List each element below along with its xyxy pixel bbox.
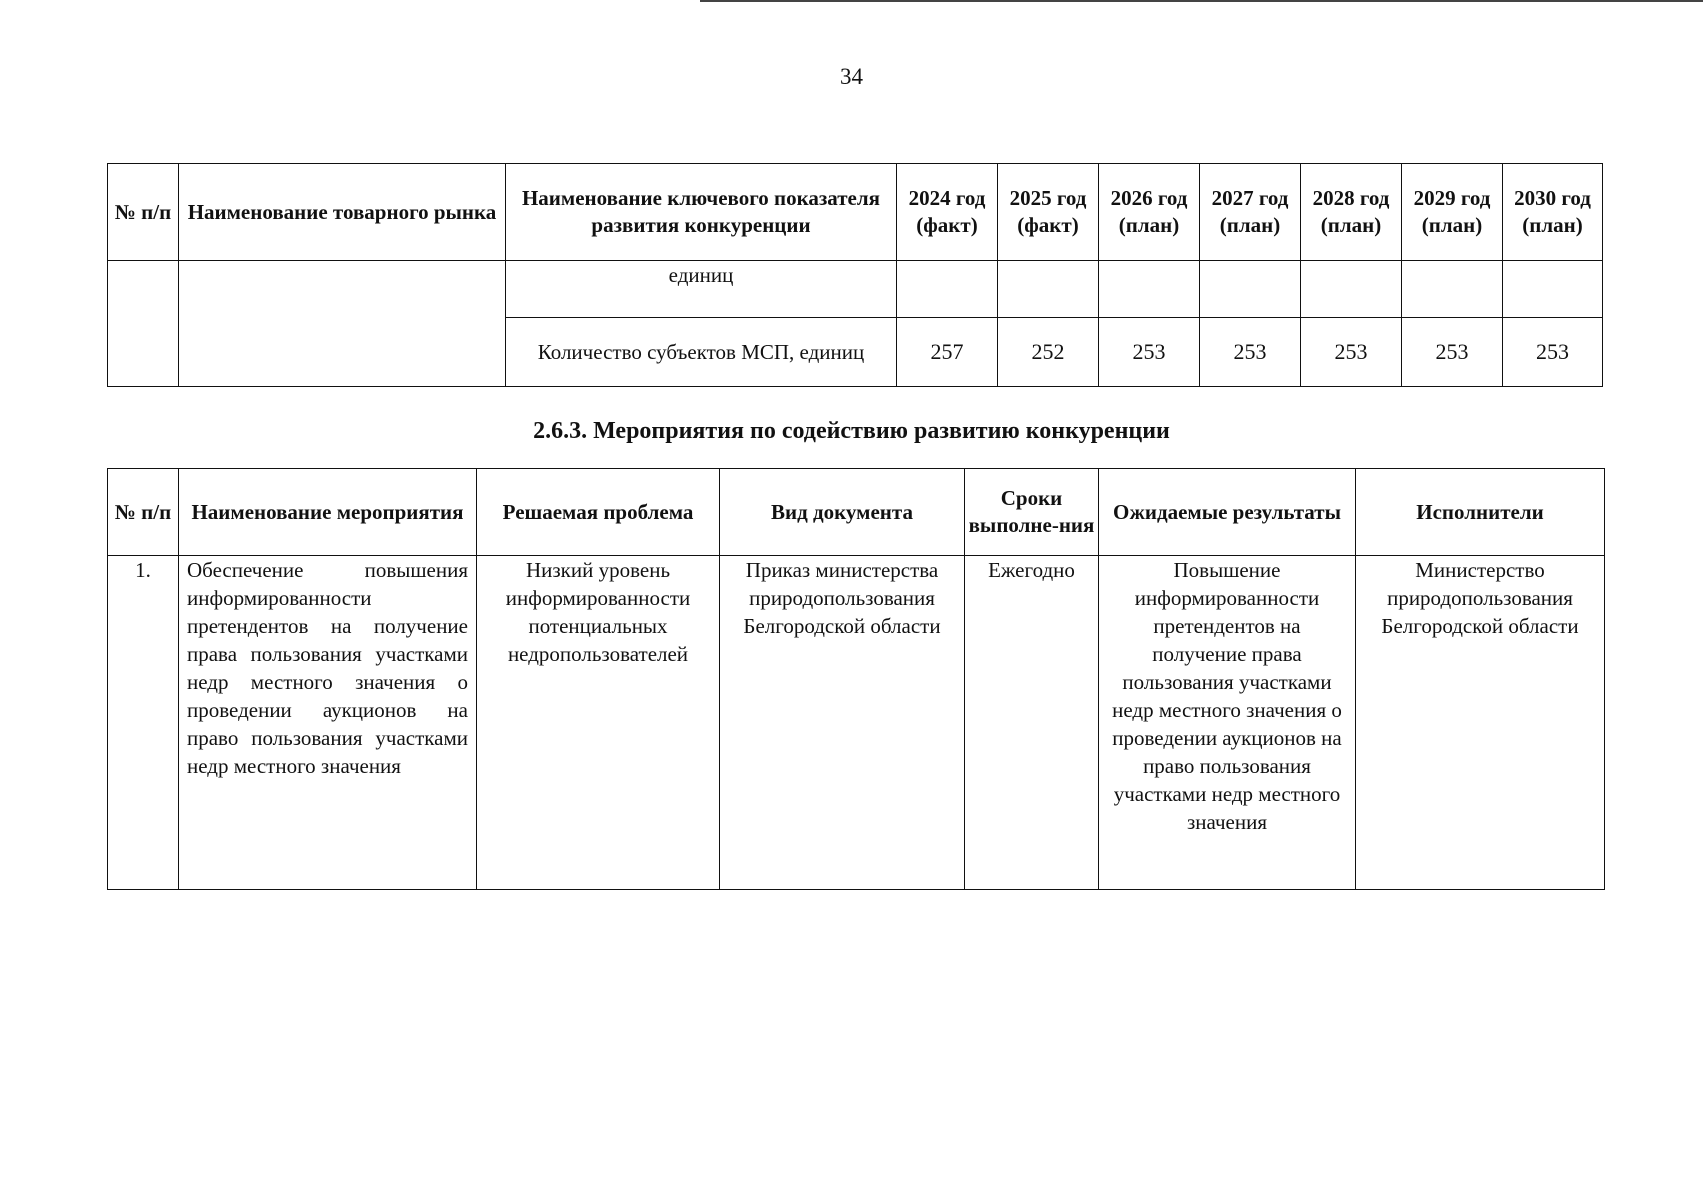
section-heading: 2.6.3. Мероприятия по содействию развитию конкуренции [533,418,1170,444]
header-2029: 2029 год (план) [1402,164,1503,261]
executors-cell: Министерство природопользования Белгородской области [1356,556,1605,890]
header-2027: 2027 год (план) [1200,164,1301,261]
header-2024: 2024 год (факт) [897,164,998,261]
row-num-cell: 1. [108,556,179,890]
value-2026 [1099,261,1200,318]
problem-cell: Низкий уровень информированности потенциальных недропользователей [477,556,720,890]
value-2024: 257 [897,318,998,387]
value-2028: 253 [1301,318,1402,387]
value-2030 [1503,261,1603,318]
measures-table [107,468,1605,890]
value-2027 [1200,261,1301,318]
header-num: № п/п [108,469,179,556]
header-market: Наименование товарного рынка [179,164,506,261]
indicators-table [107,163,1603,387]
header-2025: 2025 год (факт) [998,164,1099,261]
value-2027: 253 [1200,318,1301,387]
value-2025 [998,261,1099,318]
doc-type-cell: Приказ министерства природопользования Белгородской области [720,556,965,890]
indicators-header-row [108,164,1603,261]
measures-header-row [108,469,1605,556]
event-cell: Обеспечение повышения информированности претендентов на получение права пользования участками недр местного значения о проведении аукционов на право пользования участками недр местного значения [179,556,477,890]
value-2028 [1301,261,1402,318]
table-row [108,261,1603,318]
header-executors: Исполнители [1356,469,1605,556]
table-row [108,556,1605,890]
results-cell: Повышение информированности претендентов на получение права пользования участками недр местного значения о проведении аукционов на право пользования участками недр местного значения [1099,556,1356,890]
value-2025: 252 [998,318,1099,387]
top-edge-line [700,0,1703,2]
deadline-cell: Ежегодно [965,556,1099,890]
value-2029 [1402,261,1503,318]
header-deadline: Сроки выполне-ния [965,469,1099,556]
header-num: № п/п [108,164,179,261]
header-indicator: Наименование ключевого показателя развития конкуренции [506,164,897,261]
header-results: Ожидаемые результаты [1099,469,1356,556]
value-2029: 253 [1402,318,1503,387]
header-2026: 2026 год (план) [1099,164,1200,261]
indicator-cell: Количество субъектов МСП, единиц [506,318,897,387]
header-event: Наименование мероприятия [179,469,477,556]
value-2030: 253 [1503,318,1603,387]
header-problem: Решаемая проблема [477,469,720,556]
header-2030: 2030 год (план) [1503,164,1603,261]
value-2026: 253 [1099,318,1200,387]
indicator-cell: единиц [506,261,897,318]
header-doc-type: Вид документа [720,469,965,556]
value-2024 [897,261,998,318]
header-2028: 2028 год (план) [1301,164,1402,261]
row-market-cell [179,261,506,387]
row-num-cell [108,261,179,387]
page-number: 34 [840,64,863,89]
